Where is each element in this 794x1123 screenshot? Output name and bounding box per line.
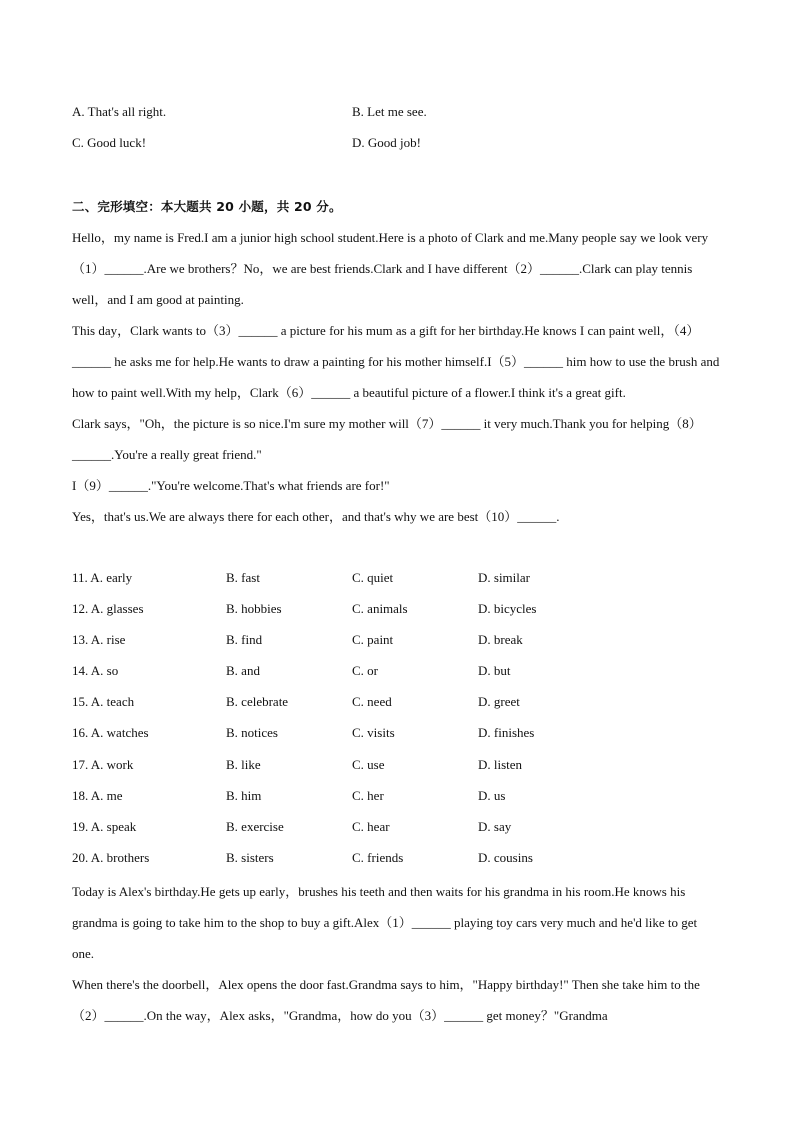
choice-a: 14. A. so xyxy=(72,663,119,679)
question-row xyxy=(72,784,632,815)
choice-a: 11. A. early xyxy=(72,570,133,585)
option-b: B. Let me see. xyxy=(352,104,427,119)
paragraph: When there's the doorbell，Alex opens the door fast.Grandma says to him，"Happy birthday!" Then she take him to the（2）______.On the way，Alex asks，"Grandma，how do you（3）______ get money？"Grandma xyxy=(72,977,700,1023)
choice-a: 17. A. work xyxy=(72,756,134,772)
question-row xyxy=(72,753,632,784)
question-row xyxy=(72,597,632,628)
section-title: 二、完形填空：本大题共 20 小题，共 20 分。 xyxy=(72,199,342,214)
choice-b: B. hobbies xyxy=(226,601,282,617)
choice-c: C. her xyxy=(352,787,384,803)
question-row xyxy=(72,815,632,846)
option-row xyxy=(72,104,732,135)
choice-b: B. exercise xyxy=(226,818,284,834)
option-d: D. Good job! xyxy=(352,135,421,150)
choice-d: D. similar xyxy=(478,570,530,585)
paragraph: Yes，that's us.We are always there for each other，and that's why we are best（10）______. xyxy=(72,509,560,524)
option-a: A. That's all right. xyxy=(72,104,167,119)
choice-b: B. fast xyxy=(226,570,260,585)
choice-a: 20. A. brothers xyxy=(72,849,150,865)
choice-c: C. friends xyxy=(352,849,404,865)
question-row xyxy=(72,659,632,690)
option-c: C. Good luck! xyxy=(72,135,147,150)
question-row xyxy=(72,628,632,659)
choice-c: C. hear xyxy=(352,818,390,834)
choice-d: D. finishes xyxy=(478,725,535,741)
choice-d: D. say xyxy=(478,818,512,834)
choice-c: C. use xyxy=(352,756,385,772)
cloze-passage-1 xyxy=(72,222,722,532)
answer-choices xyxy=(72,566,632,877)
previous-question-options xyxy=(72,104,732,166)
choice-b: B. sisters xyxy=(226,849,274,865)
choice-c: C. paint xyxy=(352,632,394,648)
question-row xyxy=(72,846,632,877)
choice-c: C. quiet xyxy=(352,570,394,585)
question-row xyxy=(72,690,632,721)
choice-d: D. but xyxy=(478,663,511,679)
choice-d: D. listen xyxy=(478,756,523,772)
question-row xyxy=(72,721,632,752)
choice-a: 12. A. glasses xyxy=(72,601,144,617)
question-row xyxy=(72,566,632,597)
choice-b: B. and xyxy=(226,663,260,679)
choice-b: B. him xyxy=(226,787,262,803)
choice-d: D. us xyxy=(478,787,506,803)
choice-a: 15. A. teach xyxy=(72,694,135,710)
choice-b: B. like xyxy=(226,756,261,772)
paragraph: Clark says，"Oh，the picture is so nice.I'm sure my mother will（7）______ it very much.Thank you for helping（8）______.You're a really great friend." xyxy=(72,416,702,462)
choice-a: 18. A. me xyxy=(72,787,123,803)
cloze-passage-2 xyxy=(72,876,722,1031)
paragraph: I（9）______."You're welcome.That's what friends are for!" xyxy=(72,478,390,493)
choice-d: D. cousins xyxy=(478,849,533,865)
choice-a: 13. A. rise xyxy=(72,632,126,648)
choice-d: D. bicycles xyxy=(478,601,537,617)
choice-d: D. greet xyxy=(478,694,520,710)
choice-d: D. break xyxy=(478,632,523,648)
choice-c: C. or xyxy=(352,663,378,679)
paragraph: Hello，my name is Fred.I am a junior high school student.Here is a photo of Clark and me.Many people say we look very（1）______.Are we brothers？No，we are best friends.Clark and I have different（2）______.Clark can play tennis well，and I am good at painting. xyxy=(72,230,709,307)
paragraph: This day，Clark wants to（3）______ a picture for his mum as a gift for her birthday.He knows I can paint well，（4）______ he asks me for help.He wants to draw a painting for his mother himself.I（5）______ him how to use the brush and how to paint well.With my help，Clark（6）______ a beautiful picture of a flower.I think it's a great gift. xyxy=(72,323,720,400)
choice-c: C. animals xyxy=(352,601,408,617)
choice-a: 19. A. speak xyxy=(72,818,137,834)
paragraph: Today is Alex's birthday.He gets up early，brushes his teeth and then waits for his grandma in his room.He knows his grandma is going to take him to the shop to buy a gift.Alex（1）______ playing toy cars very much and he'd like to get one. xyxy=(72,884,698,961)
choice-b: B. notices xyxy=(226,725,278,741)
choice-c: C. need xyxy=(352,694,392,710)
choice-b: B. celebrate xyxy=(226,694,289,710)
choice-a: 16. A. watches xyxy=(72,725,149,741)
choice-c: C. visits xyxy=(352,725,395,741)
option-row xyxy=(72,135,732,166)
choice-b: B. find xyxy=(226,632,263,648)
